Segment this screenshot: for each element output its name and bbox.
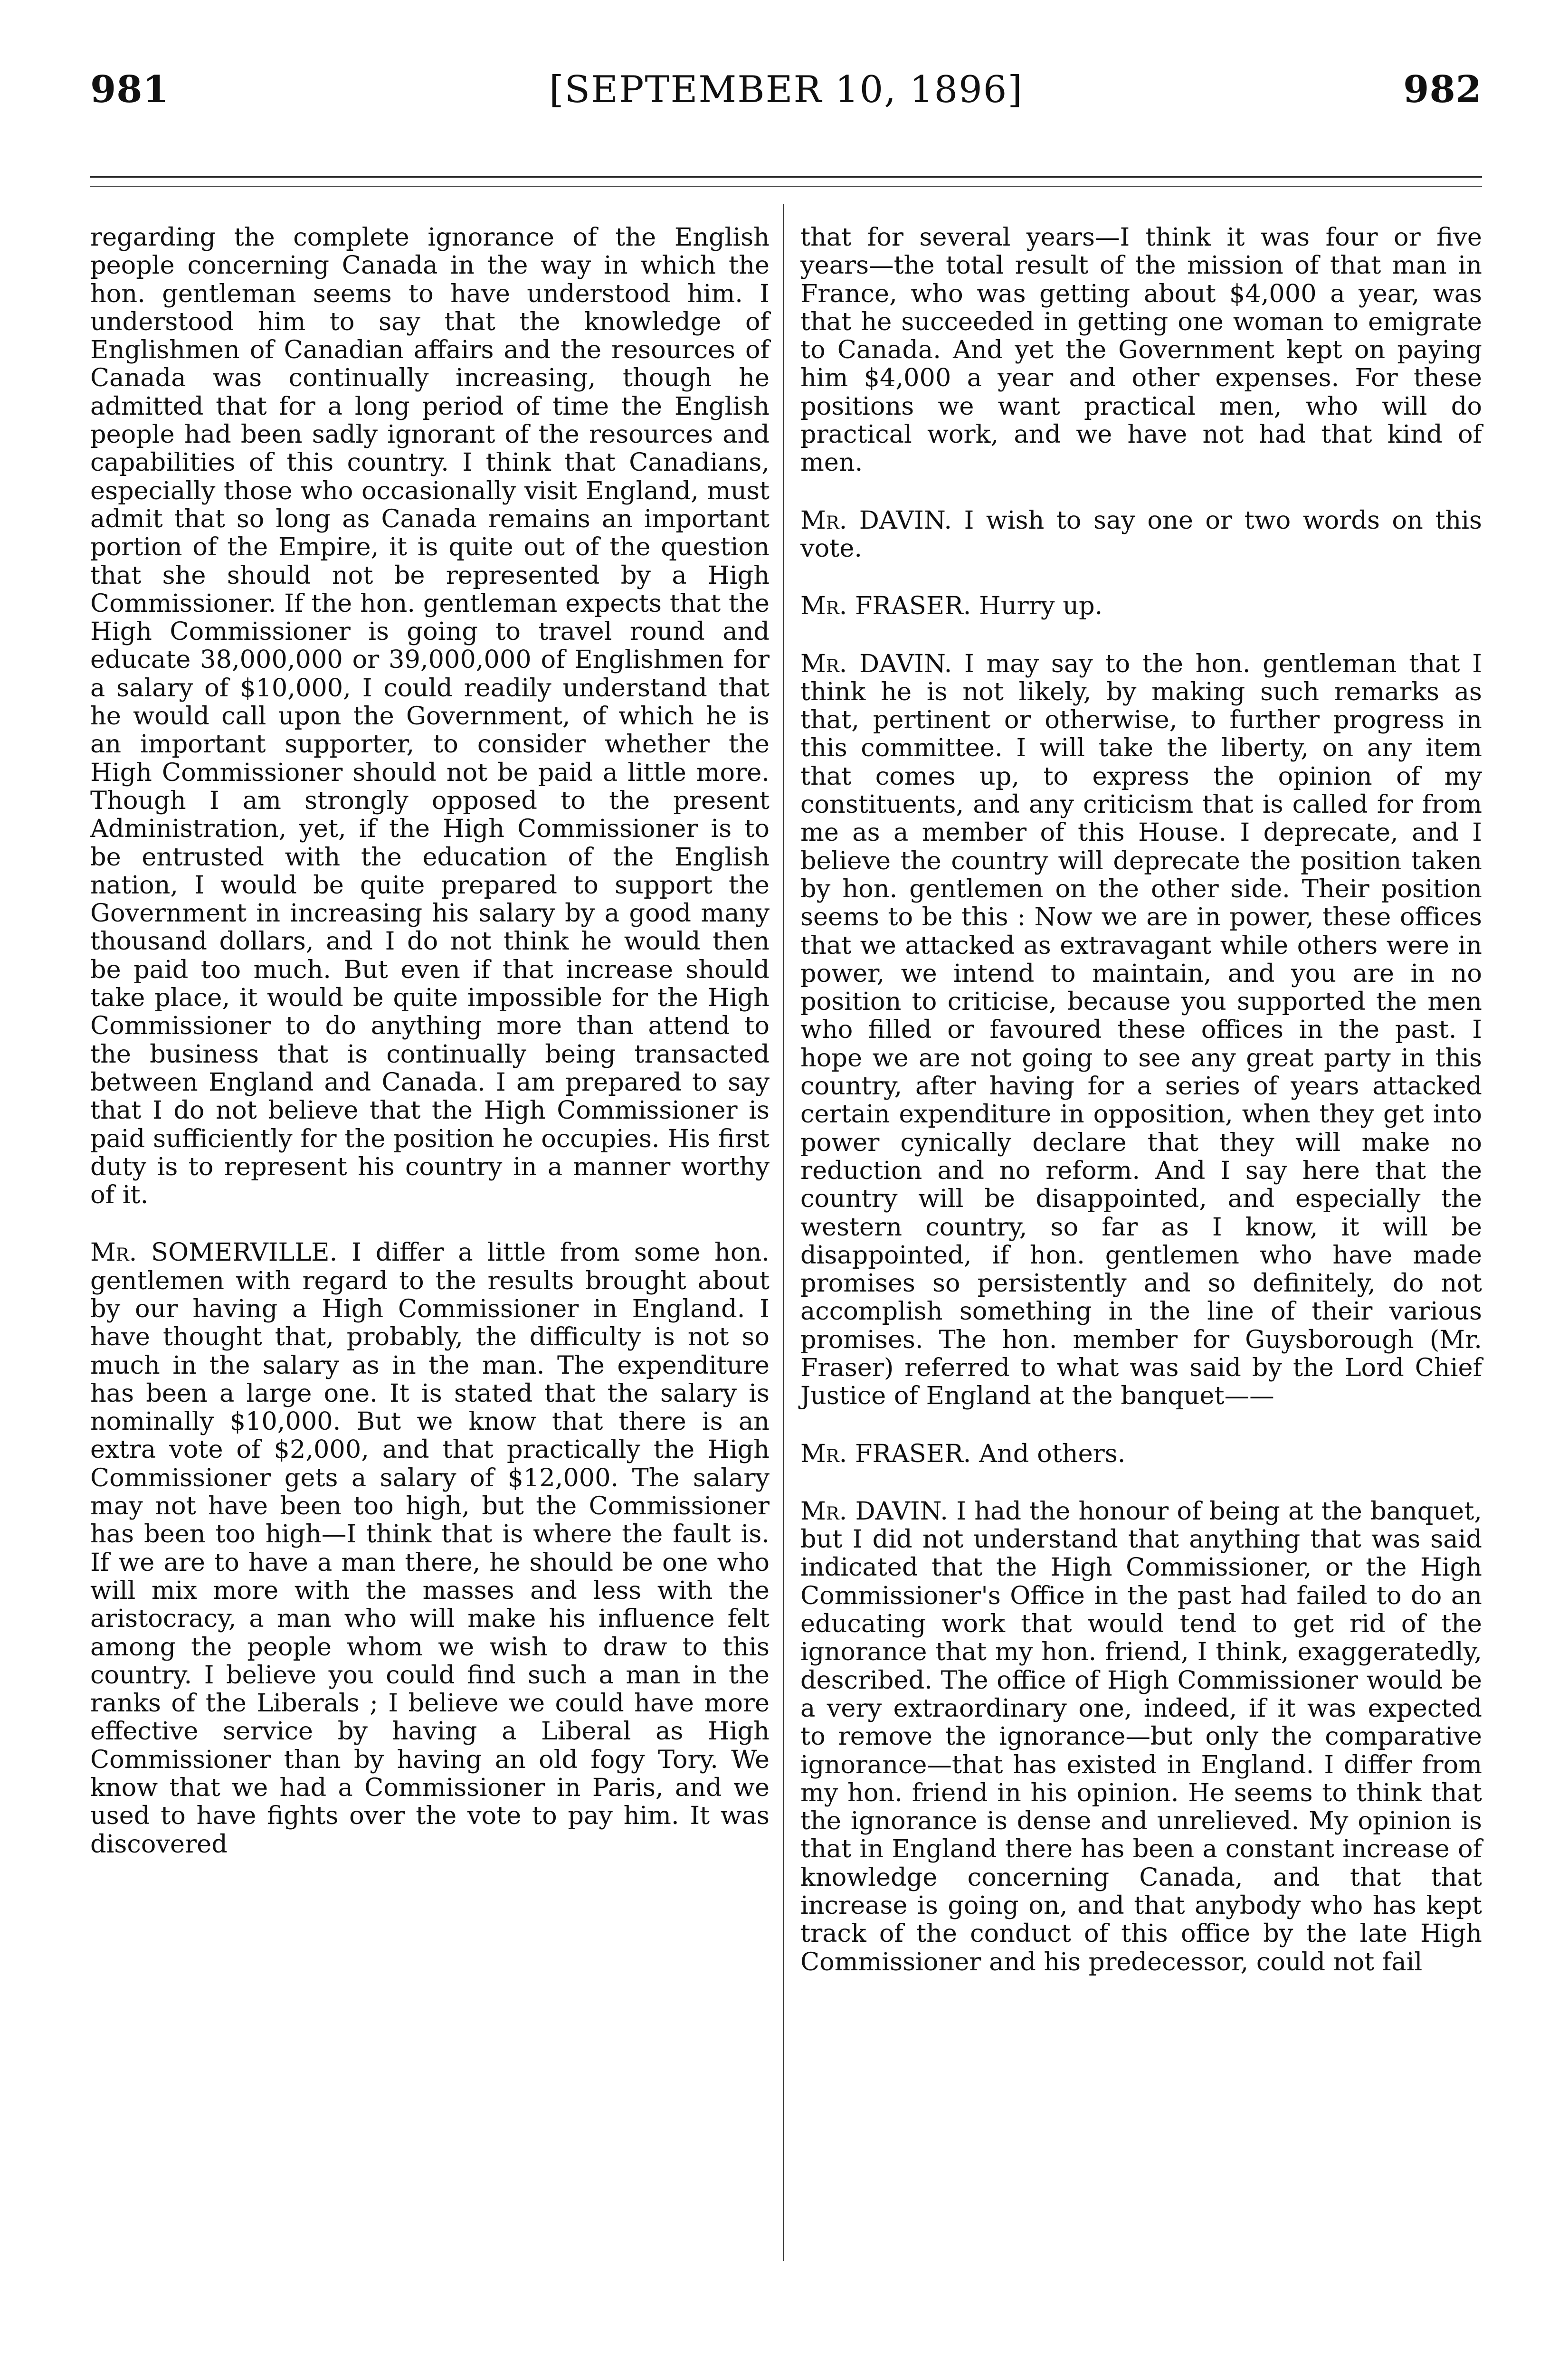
page-number-right: 982 bbox=[1403, 68, 1482, 111]
speaker-name: Mr. DAVIN. bbox=[800, 1496, 948, 1526]
speech-fraser-1 bbox=[800, 592, 1482, 620]
header-rule-thin bbox=[90, 186, 1482, 187]
paragraph-continuation: that for several years—I think it was four or five years—the total result of the mission of that man in France, who was getting about $4,000 a year, was that he succeeded in getting one woman to emigrate to Canada. And yet the Government kept on paying him $4,000 a year and other expenses. For these positions we want practical men, who will do practical work, and we have not had that kind of men. bbox=[800, 223, 1482, 477]
left-column bbox=[90, 223, 770, 1858]
header-rule bbox=[90, 176, 1482, 178]
speech-davin-2 bbox=[800, 650, 1482, 1410]
page-header bbox=[90, 68, 1482, 128]
speech-somerville bbox=[90, 1238, 770, 1858]
speech-text: I wish to say one or two words on this vote. bbox=[800, 505, 1482, 563]
speech-text: And others. bbox=[971, 1439, 1126, 1468]
page-number-left: 981 bbox=[90, 68, 169, 111]
speech-text: Hurry up. bbox=[971, 591, 1103, 621]
right-column bbox=[800, 223, 1482, 1976]
speaker-name: Mr. DAVIN. bbox=[800, 505, 952, 535]
speaker-name: Mr. FRASER. bbox=[800, 1439, 971, 1468]
speech-text: I had the honour of being at the banquet, but I did not understand that anything that was said indicated that the High Commissioner, or the High Commissioner's Office in the past had failed to do an educating work that would tend to get rid of the ignorance that my hon. friend, I think, exaggeratedly, described. The office of High Commissioner would be a very extraordinary one, indeed, if it was expected to remove the ignorance—but only the comparative ignorance—that has existed in England. I differ from my hon. friend in his opinion. He seems to think that the ignorance is dense and unrelieved. My opinion is that in England there has been a constant increase of knowledge concerning Canada, and that that increase is going on, and that anybody who has kept track of the conduct of this office by the late High Commissioner and his predecessor, could not fail bbox=[800, 1496, 1482, 1976]
speaker-name: Mr. SOMERVILLE. bbox=[90, 1238, 338, 1267]
speaker-name: Mr. FRASER. bbox=[800, 591, 971, 621]
paragraph-continuation: regarding the complete ignorance of the English people concerning Canada in the way in which the hon. gentleman seems to have understood him. I understood him to say that the knowledge of Englishmen of Canadian affairs and the resources of Canada was continually increasing, though he admitted that for a long period of time the English people had been sadly ignorant of the resources and capabilities of this country. I think that Canadians, especially those who occasionally visit England, must admit that so long as Canada remains an important portion of the Empire, it is quite out of the question that she should not be represented by a High Commissioner. If the hon. gentleman expects that the High Commissioner is going to travel round and educate 38,000,000 or 39,000,000 of Englishmen for a salary of $10,000, I could readily understand that he would call upon the Government, of which he is an important supporter, to consider whether the High Commissioner should not be paid a little more. Though I am strongly opposed to the present Administration, yet, if the High Commissioner is to be entrusted with the education of the English nation, I would be quite prepared to support the Government in increasing his salary by a good many thousand dollars, and I do not think he would then be paid too much. But even if that increase should take place, it would be quite impossible for the High Commissioner to do anything more than attend to the business that is continually being transacted between England and Canada. I am prepared to say that I do not believe that the High Commissioner is paid sufficiently for the position he occupies. His first duty is to represent his country in a manner worthy of it. bbox=[90, 223, 770, 1210]
speech-fraser-2 bbox=[800, 1440, 1482, 1468]
speech-davin-1 bbox=[800, 506, 1482, 563]
column-divider bbox=[783, 204, 784, 2261]
speech-davin-3 bbox=[800, 1497, 1482, 1976]
page-date: [SEPTEMBER 10, 1896] bbox=[549, 68, 1023, 111]
speech-text: I may say to the hon. gentleman that I think he is not likely, by making such remarks as that, pertinent or otherwise, to further progress in this committee. I will take the liberty, on any item that comes up, to express the opinion of my constituents, and any criticism that is called for from me as a member of this House. I deprecate, and I believe the country will deprecate the position taken by hon. gentlemen on the other side. Their position seems to be this : Now we are in power, these offices that we attacked as extravagant while others were in power, we intend to maintain, and you are in no position to criticise, because you supported the men who filled or favoured these offices in the past. I hope we are not going to see any great party in this country, after having for a series of years attacked certain expenditure in opposition, when they get into power cynically declare that they will make no reduction and no reform. And I say here that the country will be disappointed, and especially the western country, so far as I know, it will be disappointed, if hon. gentlemen who have made promises so persistently and so definitely, do not accomplish something in the line of their various promises. The hon. member for Guysborough (Mr. Fraser) referred to what was said by the Lord Chief Justice of England at the banquet—— bbox=[800, 649, 1482, 1411]
speech-text: I differ a little from some hon. gentlemen with regard to the results brought about by our having a High Commissioner in England. I have thought that, probably, the difficulty is not so much in the salary as in the man. The expenditure has been a large one. It is stated that the salary is nominally $10,000. But we know that there is an extra vote of $2,000, and that practically the High Commissioner gets a salary of $12,000. The salary may not have been too high, but the Commissioner has been too high—I think that is where the fault is. If we are to have a man there, he should be one who will mix more with the masses and less with the aristocracy, a man who will make his influence felt among the people whom we wish to draw to this country. I believe you could find such a man in the ranks of the Liberals ; I believe we could have more effective service by having a Liberal as High Commissioner than by having an old fogy Tory. We know that we had a Commissioner in Paris, and we used to have fights over the vote to pay him. It was discovered bbox=[90, 1238, 770, 1859]
speaker-name: Mr. DAVIN. bbox=[800, 649, 952, 678]
